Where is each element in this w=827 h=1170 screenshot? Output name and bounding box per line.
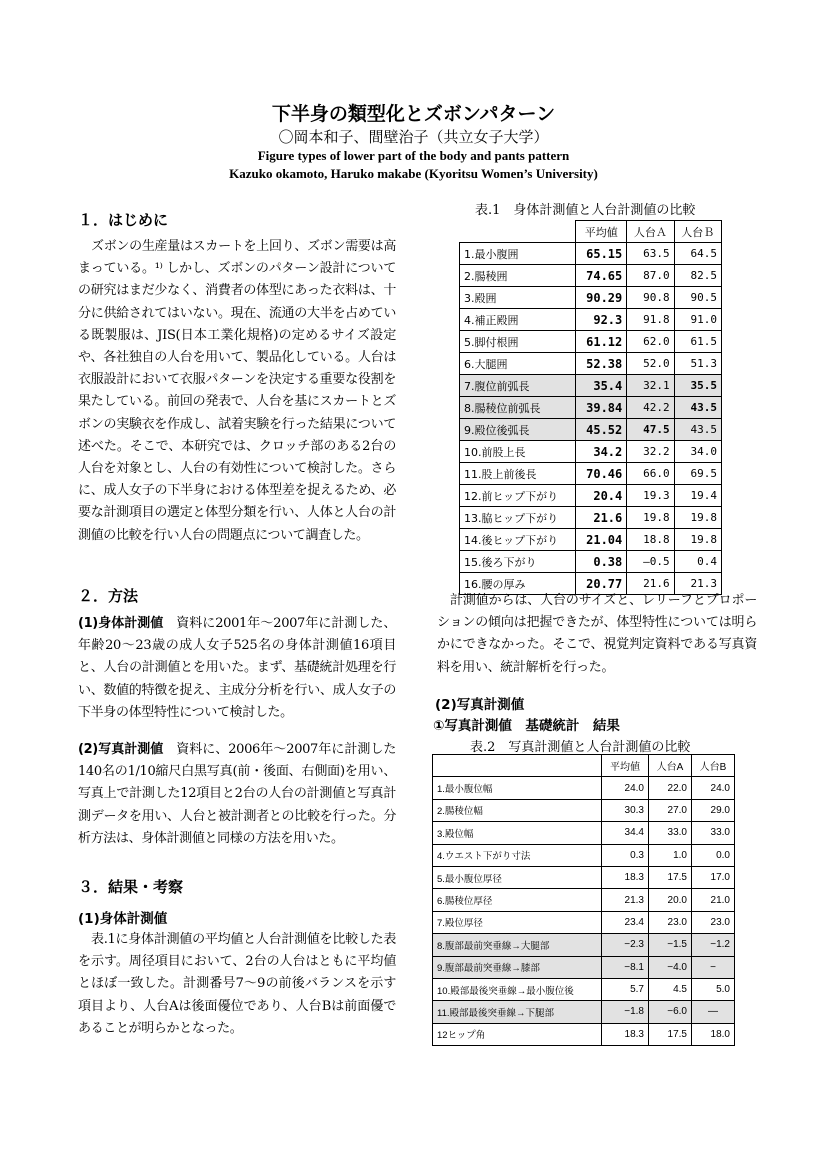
- table2-dummy-b-value: —: [691, 1001, 734, 1023]
- right-paragraph: 計測値からは、人台のサイズと、レリーフとプロポーションの傾向は把握できたが、体型特性については明らかにできなかった。そこで、視覚判定資料である写真資料を用い、統計解析を行った。: [437, 593, 757, 675]
- table1-dummy-a-value: 32.1: [627, 375, 674, 397]
- table2-row: [433, 978, 735, 1000]
- table2-row: [433, 799, 735, 821]
- table1-item-label: 1.最小腹囲: [460, 243, 576, 265]
- table1-mean-value: 21.04: [576, 529, 627, 551]
- table1-row: [460, 441, 722, 463]
- table1-row: [460, 485, 722, 507]
- table2-item-label: 4.ウエスト下がり寸法: [433, 844, 602, 866]
- table1-header-row: [460, 221, 722, 243]
- table2-header-cell: 平均値: [602, 755, 649, 777]
- table2-item-label: 5.最小腹位厚径: [433, 866, 602, 888]
- table1-row: [460, 353, 722, 375]
- table1-mean-value: 61.12: [576, 331, 627, 353]
- photo-subheading: (2)写真計測値: [435, 697, 525, 713]
- table2-dummy-a-value: −6.0: [649, 1001, 692, 1023]
- section3-subheading: (1)身体計測値: [78, 911, 168, 927]
- method-photo-text: 資料に、2006年～2007年に計測した140名の1/10縮尺白黒写真(前・後面、右側面)を用い、写真上で計測した12項目と2台の人台の計測値と写真計測データを用い、人台と被計測者との比較を行った。分析方法は、身体計測値と同様の方法を用いた。: [78, 742, 397, 846]
- table2-dummy-b-value: 21.0: [691, 889, 734, 911]
- table1-dummy-a-value: 66.0: [627, 463, 674, 485]
- table2-header-cell: [433, 755, 602, 777]
- table1-dummy-a-value: 87.0: [627, 265, 674, 287]
- table2-item-label: 3.殿位幅: [433, 822, 602, 844]
- paper-title-en: Figure types of lower part of the body and pants pattern: [257, 148, 570, 163]
- table2-item-label: 9.腹部最前突垂線→膝部: [433, 956, 602, 978]
- table1-header-cell: 平均値: [576, 221, 627, 243]
- table1-dummy-b-value: 19.8: [674, 507, 721, 529]
- table1-mean-value: 0.38: [576, 551, 627, 573]
- table1-mean-value: 74.65: [576, 265, 627, 287]
- table2-item-label: 1.最小腹位幅: [433, 777, 602, 799]
- table2-row: [433, 911, 735, 933]
- table1-row: [460, 243, 722, 265]
- table1-item-label: 11.股上前後長: [460, 463, 576, 485]
- table2-row: [433, 822, 735, 844]
- table1-mean-value: 45.52: [576, 419, 627, 441]
- table2-dummy-a-value: −1.5: [649, 934, 692, 956]
- table2-row: [433, 889, 735, 911]
- table2-row: [433, 1001, 735, 1023]
- table1-dummy-b-value: 19.8: [674, 529, 721, 551]
- table1-dummy-b-value: 35.5: [674, 375, 721, 397]
- table1-header-cell: [460, 221, 576, 243]
- section1-heading: １．はじめに: [78, 211, 169, 229]
- table2-dummy-a-value: 22.0: [649, 777, 692, 799]
- table1-dummy-a-value: 32.2: [627, 441, 674, 463]
- table1-dummy-a-value: 19.3: [627, 485, 674, 507]
- table2-item-label: 2.腸稜位幅: [433, 799, 602, 821]
- table2-row: [433, 934, 735, 956]
- table2-dummy-b-value: −: [691, 956, 734, 978]
- table2-dummy-b-value: 23.0: [691, 911, 734, 933]
- table1-item-label: 9.殿位後弧長: [460, 419, 576, 441]
- table1-item-label: 15.後ろ下がり: [460, 551, 576, 573]
- table1-row: [460, 265, 722, 287]
- table2-dummy-a-value: 33.0: [649, 822, 692, 844]
- table1-dummy-b-value: 43.5: [674, 397, 721, 419]
- table2-dummy-a-value: 23.0: [649, 911, 692, 933]
- table1-dummy-a-value: 21.6: [627, 573, 674, 595]
- section3-heading: ３．結果・考察: [78, 878, 184, 896]
- table1-item-label: 13.脇ヒップ下がり: [460, 507, 576, 529]
- table2-dummy-a-value: −4.0: [649, 956, 692, 978]
- table2-dummy-a-value: 17.5: [649, 866, 692, 888]
- table1-item-label: 6.大腿囲: [460, 353, 576, 375]
- table1-row: [460, 397, 722, 419]
- table1-dummy-b-value: 21.3: [674, 573, 721, 595]
- table1-row: [460, 551, 722, 573]
- authors-en: Kazuko okamoto, Haruko makabe (Kyoritsu Women’s University): [229, 166, 598, 181]
- table1: [459, 220, 722, 595]
- table2-item-label: 12ヒップ角: [433, 1023, 602, 1045]
- table1-dummy-a-value: 18.8: [627, 529, 674, 551]
- method-body-measure-paragraph: [78, 613, 396, 724]
- section3-paragraph: 表.1に身体計測値の平均値と人台計測値を比較した表を示す。周径項目において、2台の人台はともに平均値とほぼ一致した。計測番号7～9の前後バランスを示す項目より、人台Aは後面優位であり、人台Bは前面優であることが明らかとなった。: [78, 932, 396, 1036]
- table1-row: [460, 309, 722, 331]
- table2-mean-value: 21.3: [602, 889, 649, 911]
- table1-item-label: 5.脚付根囲: [460, 331, 576, 353]
- table1-dummy-b-value: 61.5: [674, 331, 721, 353]
- table2-dummy-a-value: 1.0: [649, 844, 692, 866]
- table2-mean-value: 5.7: [602, 978, 649, 1000]
- table1-dummy-b-value: 0.4: [674, 551, 721, 573]
- table1-dummy-a-value: 90.8: [627, 287, 674, 309]
- table1-row: [460, 375, 722, 397]
- table2-mean-value: 0.3: [602, 844, 649, 866]
- table1-mean-value: 70.46: [576, 463, 627, 485]
- table1-mean-value: 34.2: [576, 441, 627, 463]
- table2-row: [433, 866, 735, 888]
- table2-dummy-b-value: 0.0: [691, 844, 734, 866]
- table2-mean-value: −2.3: [602, 934, 649, 956]
- table1-header-cell: 人台Ｂ: [674, 221, 721, 243]
- table1-dummy-b-value: 82.5: [674, 265, 721, 287]
- table1-dummy-b-value: 64.5: [674, 243, 721, 265]
- table2-mean-value: 24.0: [602, 777, 649, 799]
- table1-row: [460, 331, 722, 353]
- method-photo-label: (2)写真計測値: [78, 742, 164, 757]
- table1-dummy-b-value: 69.5: [674, 463, 721, 485]
- table1-dummy-a-value: 19.8: [627, 507, 674, 529]
- table2-mean-value: 23.4: [602, 911, 649, 933]
- table1-item-label: 7.腹位前弧長: [460, 375, 576, 397]
- method-body-measure-label: (1)身体計測値: [78, 616, 164, 631]
- table2-dummy-b-value: 33.0: [691, 822, 734, 844]
- table2-item-label: 6.腸稜位厚径: [433, 889, 602, 911]
- section2-heading: ２．方法: [78, 587, 139, 605]
- table2-dummy-b-value: 18.0: [691, 1023, 734, 1045]
- table2-dummy-b-value: 17.0: [691, 866, 734, 888]
- table1-mean-value: 92.3: [576, 309, 627, 331]
- table2-dummy-a-value: 20.0: [649, 889, 692, 911]
- table1-mean-value: 20.77: [576, 573, 627, 595]
- table2-header-cell: 人台B: [691, 755, 734, 777]
- table1-dummy-a-value: 47.5: [627, 419, 674, 441]
- table1-dummy-b-value: 90.5: [674, 287, 721, 309]
- table1-item-label: 4.補正殿囲: [460, 309, 576, 331]
- table1-mean-value: 35.4: [576, 375, 627, 397]
- table1-dummy-b-value: 34.0: [674, 441, 721, 463]
- table1-item-label: 10.前股上長: [460, 441, 576, 463]
- table2-dummy-b-value: 24.0: [691, 777, 734, 799]
- table2-item-label: 8.腹部最前突垂線→大腿部: [433, 934, 602, 956]
- table1-item-label: 8.腸稜位前弧長: [460, 397, 576, 419]
- table2-dummy-b-value: 29.0: [691, 799, 734, 821]
- table1-row: [460, 529, 722, 551]
- method-photo-paragraph: [78, 739, 396, 850]
- table1-dummy-a-value: –0.5: [627, 551, 674, 573]
- method-body-measure-text: 資料に2001年～2007年に計測した、年齢20～23歳の成人女子525名の身体計測値16項目と、人台の計測値とを用いた。まず、基礎統計処理を行い、数値的特徴を捉え、主成分分析を行い、成人女子の下半身の体型特性について検討した。: [78, 616, 396, 720]
- table2-header-row: [433, 755, 735, 777]
- table2-dummy-b-value: 5.0: [691, 978, 734, 1000]
- table1-mean-value: 21.6: [576, 507, 627, 529]
- section1-paragraph: ズボンの生産量はスカートを上回り、ズボン需要は高まっている。¹⁾ しかし、ズボンのパターン設計についての研究はまだ少なく、消費者の体型にあった衣料は、十分に供給されてはいない。現在、流通の大半を占めている既製服は、JIS(日本工業化規格)の定めるサイズ設定や、各社独自の人台を用いて、製品化している。人台は衣服設計において衣服パターンを決定する重要な役割を果たしている。前回の発表で、人台を基にスカートとズボンの実験衣を作成し、試着実験を行った結果について述べた。そこで、本研究では、クロッチ部のある2台の人台を対象とし、人台の有効性について検討した。さらに、成人女子の下半身における体型差を捉えるため、必要な計測項目の選定と体型分類を行い、人体と人台の計測値の比較を行い人台の問題点について調査した。: [78, 239, 396, 543]
- table2-row: [433, 777, 735, 799]
- table2-row: [433, 844, 735, 866]
- table1-item-label: 2.腸稜囲: [460, 265, 576, 287]
- table2-caption: 表.2 写真計測値と人台計測値の比較: [470, 740, 691, 755]
- table1-mean-value: 20.4: [576, 485, 627, 507]
- table1-dummy-a-value: 52.0: [627, 353, 674, 375]
- table2-mean-value: −8.1: [602, 956, 649, 978]
- photo-subheading-2: ①写真計測値 基礎統計 結果: [433, 718, 620, 734]
- table1-item-label: 12.前ヒップ下がり: [460, 485, 576, 507]
- table1-header-cell: 人台Ａ: [627, 221, 674, 243]
- table1-row: [460, 419, 722, 441]
- table2-item-label: 10.殿部最後突垂線→最小腹位後: [433, 978, 602, 1000]
- table1-mean-value: 90.29: [576, 287, 627, 309]
- table1-dummy-a-value: 42.2: [627, 397, 674, 419]
- table1-item-label: 16.腰の厚み: [460, 573, 576, 595]
- table1-dummy-a-value: 63.5: [627, 243, 674, 265]
- table2-dummy-a-value: 17.5: [649, 1023, 692, 1045]
- table1-row: [460, 463, 722, 485]
- table1-caption: 表.1 身体計測値と人台計測値の比較: [475, 203, 696, 218]
- table2-header-cell: 人台A: [649, 755, 692, 777]
- table1-dummy-b-value: 51.3: [674, 353, 721, 375]
- table2-dummy-a-value: 4.5: [649, 978, 692, 1000]
- table1-mean-value: 39.84: [576, 397, 627, 419]
- authors-ja: 〇岡本和子、間壁治子（共立女子大学）: [278, 128, 549, 146]
- table2-dummy-a-value: 27.0: [649, 799, 692, 821]
- table2-mean-value: 34.4: [602, 822, 649, 844]
- table2-row: [433, 956, 735, 978]
- table2-row: [433, 1023, 735, 1045]
- table1-item-label: 14.後ヒップ下がり: [460, 529, 576, 551]
- table1-dummy-b-value: 43.5: [674, 419, 721, 441]
- table2-mean-value: 18.3: [602, 1023, 649, 1045]
- table1-mean-value: 52.38: [576, 353, 627, 375]
- table1-dummy-a-value: 62.0: [627, 331, 674, 353]
- table2-item-label: 11.殿部最後突垂線→下腿部: [433, 1001, 602, 1023]
- table2-item-label: 7.殿位厚径: [433, 911, 602, 933]
- table1-dummy-b-value: 91.0: [674, 309, 721, 331]
- table2-mean-value: 18.3: [602, 866, 649, 888]
- table1-row: [460, 507, 722, 529]
- table2-mean-value: 30.3: [602, 799, 649, 821]
- table1-item-label: 3.殿囲: [460, 287, 576, 309]
- table1-dummy-a-value: 91.8: [627, 309, 674, 331]
- table2-mean-value: −1.8: [602, 1001, 649, 1023]
- table2-dummy-b-value: −1.2: [691, 934, 734, 956]
- paper-title: 下半身の類型化とズボンパターン: [271, 103, 556, 125]
- table2: [432, 754, 735, 1046]
- table1-mean-value: 65.15: [576, 243, 627, 265]
- table1-dummy-b-value: 19.4: [674, 485, 721, 507]
- table1-row: [460, 287, 722, 309]
